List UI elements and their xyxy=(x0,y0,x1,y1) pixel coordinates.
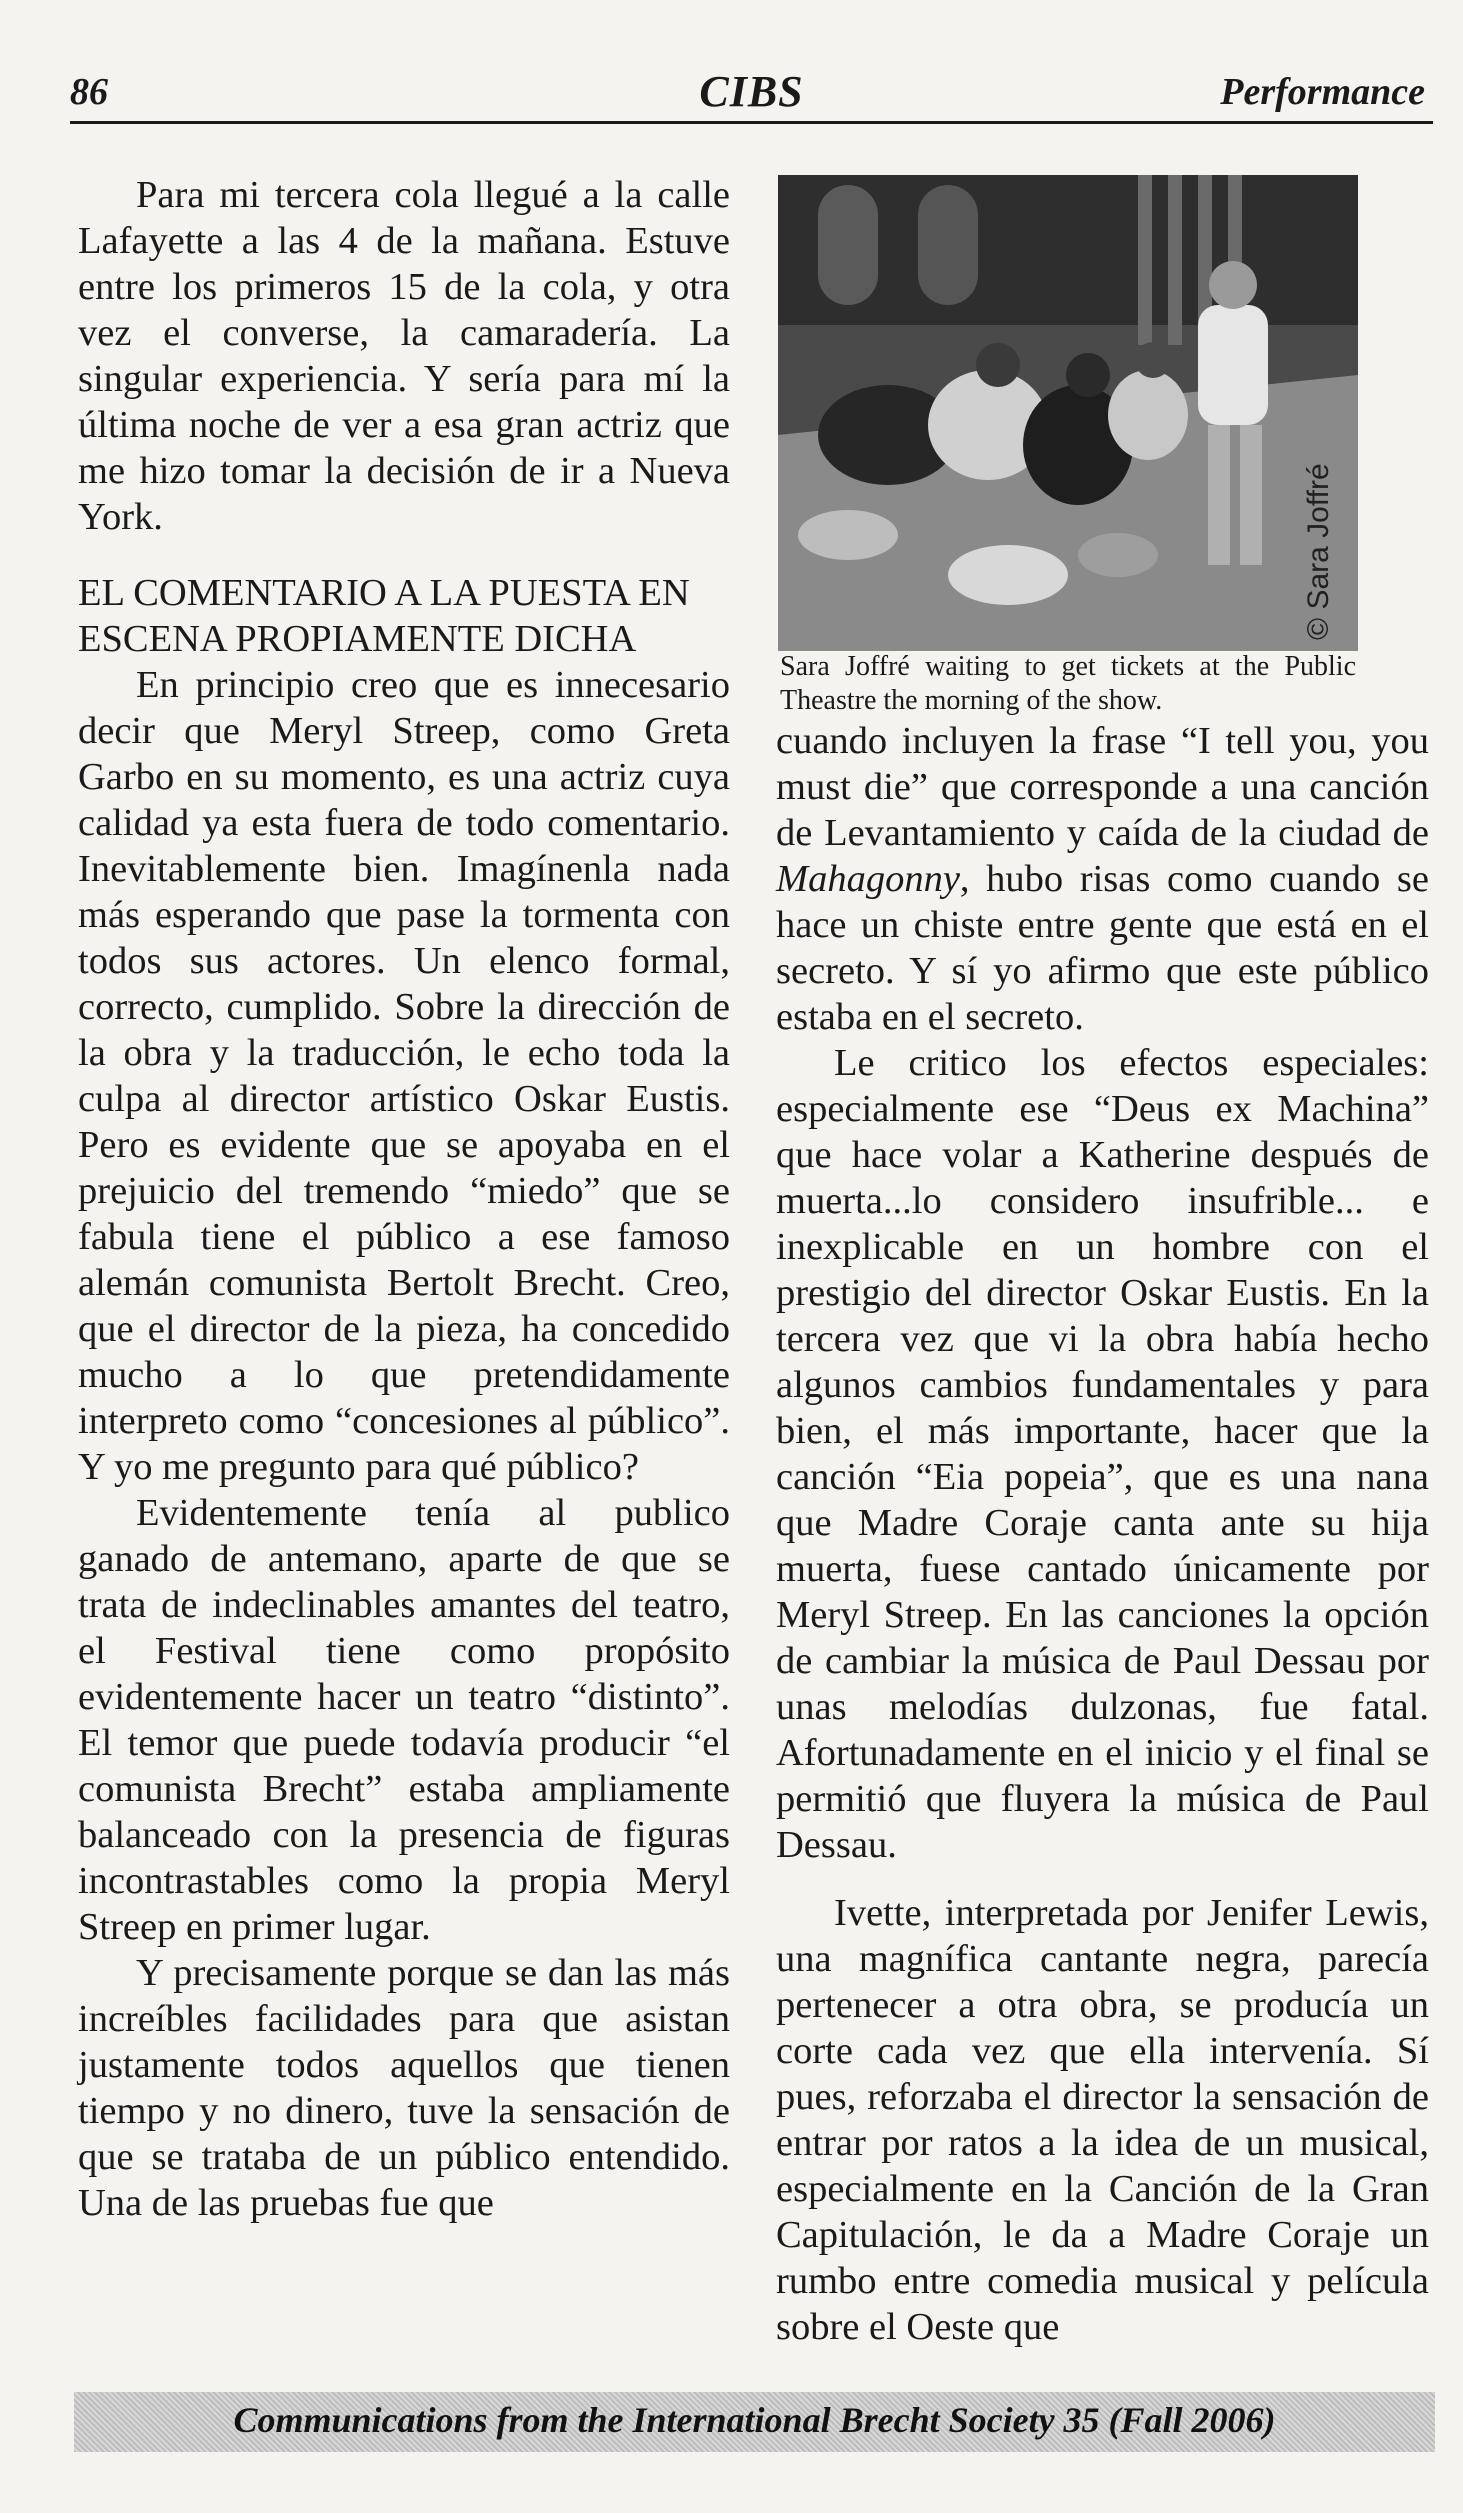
running-header xyxy=(70,62,1433,124)
paragraph: En principio creo que es innecesario decir que Meryl Streep, como Greta Garbo en su momento, es una actriz cuya calidad ya esta fuera de todo comentario. Inevitablemente bien. Imagínenla nada más esperando que pase la tormenta con todos sus actores. Un elenco formal, correcto, cumplido. Sobre la dirección de la obra y la traducción, le echo toda la culpa al director artístico Oskar Eustis. Pero es evidente que se apoyaba en el prejuicio del tremendo “miedo” que se fabula tiene el público a ese famoso alemán comunista Bertolt Brecht. Creo, que el director de la pieza, ha concedido mucho a lo que pretendidamente interpreto como “concesiones al público”. Y yo me pregunto para qué público? xyxy=(78,664,730,1488)
photo-queue-outside-theatre xyxy=(778,175,1358,651)
section-title: Performance xyxy=(1220,71,1425,113)
left-column xyxy=(78,172,730,2226)
footer-band xyxy=(74,2392,1435,2452)
right-column xyxy=(776,718,1429,2350)
paragraph: Evidentemente tenía al publico ganado de antemano, aparte de que se trata de indeclinables amantes del teatro, el Festival tiene como propósito evidentemente hacer un teatro “distinto”. El temor que puede todavía producir “el comunista Brecht” estaba ampliamente balanceado con la presencia de figuras incontrastables como la propia Meryl Streep en primer lugar. xyxy=(78,1492,730,1948)
photo-icon xyxy=(778,175,1358,651)
photo-credit: © Sara Joffré xyxy=(1302,463,1335,640)
paragraph: Para mi tercera cola llegué a la calle Lafayette a las 4 de la mañana. Estuve entre los primeros 15 de la cola, y otra vez el converse, la camaradería. La singular experiencia. Y sería para mí la última noche de ver a esa gran actriz que me hizo tomar la decisión de ir a Nueva York. xyxy=(78,174,730,538)
paragraph xyxy=(776,718,1429,1040)
work-title-italic: Mahagonny xyxy=(776,858,960,900)
paragraph: Ivette, interpretada por Jenifer Lewis, una magnífica cantante negra, parecía pertenecer a otra obra, se producía un corte cada vez que ella intervenía. Sí pues, reforzaba el director la sensación de entrar por ratos a la idea de un musical, especialmente en la Canción de la Gran Capitulación, le da a Madre Coraje un rumbo entre comedia musical y película sobre el Oeste que xyxy=(776,1892,1429,2348)
footer-text: Communications from the International Brecht Society 35 (Fall 2006) xyxy=(233,2400,1276,2440)
figure-caption: Sara Joffré waiting to get tickets at the Public Theastre the morning of the show. xyxy=(780,651,1356,716)
paragraph-text: cuando incluyen la frase “I tell you, you must die” que corresponde a una canción de Levantamiento y caída de la ciudad de xyxy=(776,720,1429,854)
paragraph-text: , hubo risas como cuando se hace un chiste entre gente que está en el secreto. Y sí yo afirmo que este público estaba en el secreto. xyxy=(776,858,1429,1038)
header-rule xyxy=(70,121,1433,124)
journal-title: CIBS xyxy=(699,67,804,116)
paragraph: Le critico los efectos especiales: especialmente ese “Deus ex Machina” que hace volar a Katherine después de muerta...lo considero insufrible... e inexplicable en un hombre con el prestigio del director Oskar Eustis. En la tercera vez que vi la obra había hecho algunos cambios fundamentales y para bien, el más importante, hacer que la canción “Eia popeia”, que es una nana que Madre Coraje canta ante su hija muerta, fuese cantado únicamente por Meryl Streep. En las canciones la opción de cambiar la música de Paul Dessau por unas melodías dulzonas, fue fatal. Afortunadamente en el inicio y el final se permitió que fluyera la música de Paul Dessau. xyxy=(776,1042,1429,1866)
paragraph: Y precisamente porque se dan las más increíbles facilidades para que asistan justamente todos aquellos que tienen tiempo y no dinero, tuve la sensación de que se trataba de un público entendido. Una de las pruebas fue que xyxy=(78,1952,730,2224)
page-number: 86 xyxy=(70,71,108,113)
section-heading: EL COMENTARIO A LA PUESTA EN ESCENA PROPIAMENTE DICHA xyxy=(78,572,690,660)
